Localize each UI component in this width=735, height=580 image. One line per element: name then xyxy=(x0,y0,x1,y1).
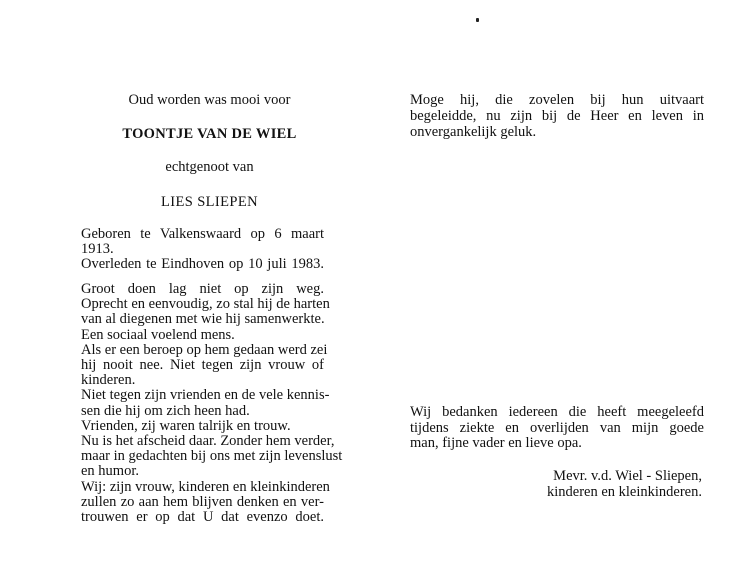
print-speck xyxy=(476,18,479,22)
death-line: Overleden te Eindhoven op 10 juli 1983. xyxy=(81,256,324,272)
tribute-line: en humor. xyxy=(81,463,139,480)
closing-verse xyxy=(410,92,704,140)
birth-line: Geboren te Valkenswaard op 6 maart 1913. xyxy=(81,226,324,257)
tribute-line: trouwen er op dat U dat evenzo doet. xyxy=(81,509,324,526)
tribute-line: sen die hij om zich heen had. xyxy=(81,402,250,419)
tribute-line: zullen zo aan hem blijven denken en ver- xyxy=(81,493,324,510)
thanks-line: tijdens ziekte en overlijden van mijn goede xyxy=(410,419,704,436)
thanks-line: Wij bedanken iedereen die heeft meegeleefd xyxy=(410,404,704,420)
relation-line: echtgenoot van xyxy=(165,159,254,175)
tribute-line: Als er een beroep op hem gedaan werd zei xyxy=(81,341,328,358)
tribute-line: Niet tegen zijn vrienden en de vele kennis- xyxy=(81,387,330,404)
verse-line: begeleidde, nu zijn bij de Heer en leven in xyxy=(410,108,704,124)
family-signature xyxy=(410,468,702,500)
tribute-line: Oprecht en eenvoudig, zo stal hij de harten xyxy=(81,296,330,313)
tribute-line: Een sociaal voelend mens. xyxy=(81,326,235,343)
tribute-line: kinderen. xyxy=(81,372,136,389)
tribute-text xyxy=(81,281,343,526)
tribute-line: Vrienden, zij waren talrijk en trouw. xyxy=(81,417,291,434)
thanks-line: man, fijne vader en lieve opa. xyxy=(410,435,582,451)
tribute-line: hij nooit nee. Niet tegen zijn vrouw of xyxy=(81,357,324,374)
tribute-line: Groot doen lag niet op zijn weg. xyxy=(81,281,324,297)
tribute-line: Wij: zijn vrouw, kinderen en kleinkinderen xyxy=(81,478,330,495)
verse-line: Moge hij, die zovelen bij hun uitvaart xyxy=(410,92,704,108)
left-column xyxy=(81,92,343,526)
tribute-line: van al diegenen met wie hij samenwerkte. xyxy=(81,311,325,328)
signature-name: Mevr. v.d. Wiel - Sliepen, xyxy=(553,468,702,484)
verse-line: onvergankelijk geluk. xyxy=(410,124,537,140)
right-column xyxy=(410,92,704,140)
deceased-name: TOONTJE VAN DE WIEL xyxy=(122,126,297,142)
signature-family: kinderen en kleinkinderen. xyxy=(546,484,702,500)
tribute-line: maar in gedachten bij ons met zijn levenslust xyxy=(81,448,343,465)
tribute-line: Nu is het afscheid daar. Zonder hem verder, xyxy=(81,433,335,450)
spouse-name: LIES SLIEPEN xyxy=(160,194,259,210)
life-dates xyxy=(81,227,324,272)
thanks-text xyxy=(410,405,704,452)
intro-line: Oud worden was mooi voor xyxy=(128,92,291,108)
